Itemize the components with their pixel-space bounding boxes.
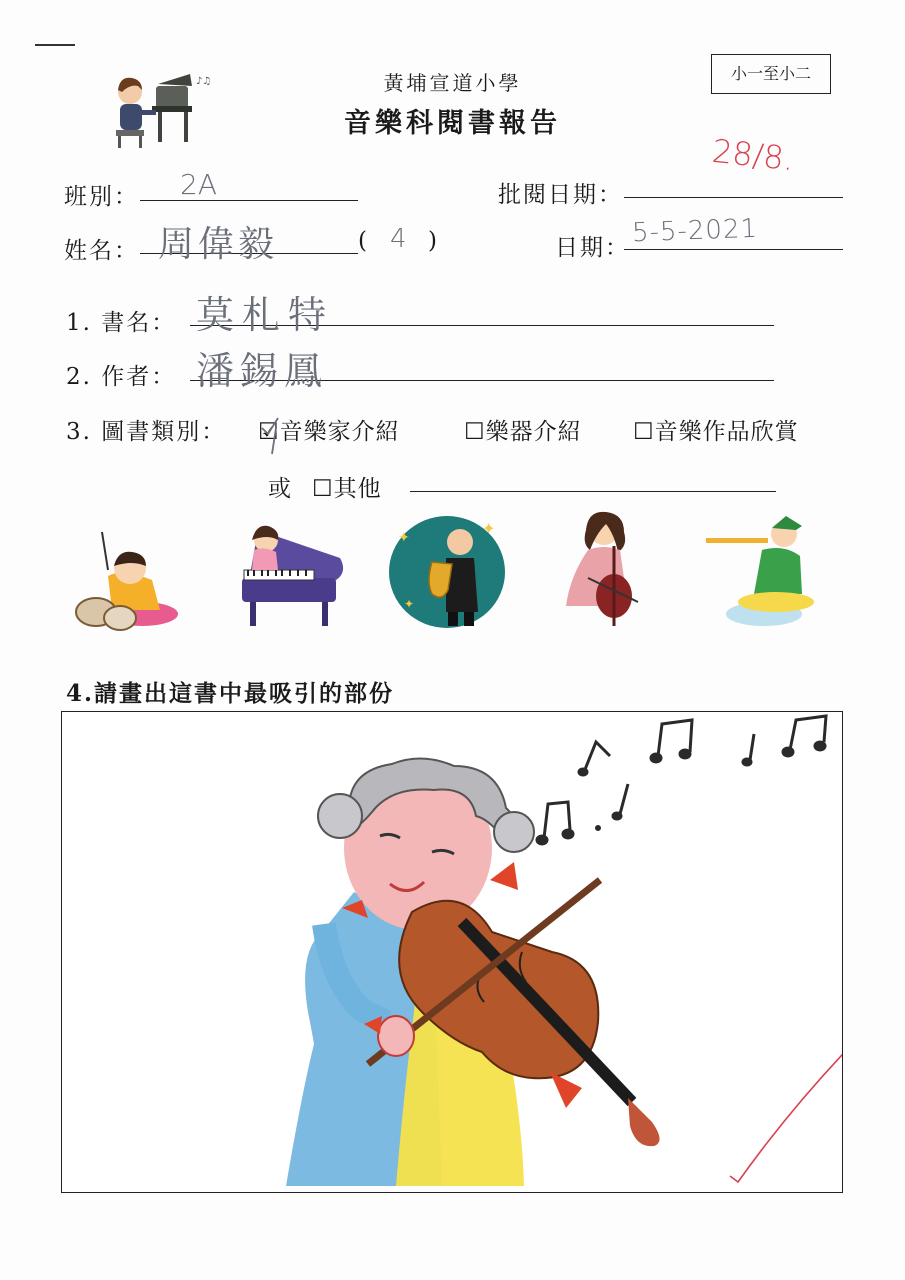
report-title: 音樂科閱書報告 [344, 108, 561, 139]
violinist-drawing [62, 712, 842, 1192]
q3-option-composer[interactable]: ☑音樂家介紹 [258, 419, 400, 445]
class-line [140, 200, 358, 201]
q1-value[interactable]: 莫札特 [196, 293, 335, 337]
saxophonist-icon [386, 512, 510, 630]
date-line [624, 249, 843, 250]
name-label: 姓名： [64, 238, 139, 264]
review-date-label: 批閱日期： [498, 182, 623, 208]
grade-range-box: 小一至小二 [711, 54, 831, 94]
student-no-close: ) [428, 228, 439, 254]
review-date-line [624, 197, 843, 198]
student-no[interactable]: 4 [390, 224, 407, 254]
q2-value[interactable]: 潘錫鳳 [196, 349, 329, 393]
page-corner-mark [35, 44, 75, 46]
cellist-girl-icon [558, 506, 654, 630]
q4-label: 4.請畫出這書中最吸引的部份 [66, 680, 395, 707]
name-value[interactable]: 周偉毅 [158, 224, 279, 265]
class-value[interactable]: 2A [180, 168, 217, 201]
svg-text:♪♫: ♪♫ [196, 76, 212, 87]
q3-label: 3. 圖書類別： [66, 419, 227, 445]
piano-girl-icon [228, 518, 350, 630]
q2-label: 2. 作者： [66, 364, 177, 390]
student-no-open: ( [358, 228, 369, 254]
tick-mark-icon [256, 414, 296, 458]
q3-option-instrument[interactable]: ☐樂器介紹 [464, 419, 582, 445]
q3-other-prefix: 或 [268, 476, 293, 502]
marker-score: 28/8. [710, 131, 796, 179]
drawing-area[interactable] [61, 711, 843, 1193]
svg-text:✦: ✦ [398, 530, 410, 546]
q3-other-line [410, 491, 776, 492]
flute-player-icon [702, 510, 814, 628]
school-name: 黃埔宣道小學 [383, 71, 522, 95]
class-label: 班別： [64, 184, 139, 210]
q1-label: 1. 書名： [66, 310, 177, 336]
svg-text:✦: ✦ [404, 597, 415, 611]
svg-text:✦: ✦ [482, 519, 496, 538]
drummer-child-icon [62, 530, 182, 634]
date-label: 日期： [555, 235, 630, 261]
q3-option-appreciation[interactable]: ☐音樂作品欣賞 [633, 419, 799, 445]
q3-option-other[interactable]: ☐其他 [312, 476, 382, 502]
date-value[interactable]: 5-5-2021 [631, 213, 759, 249]
